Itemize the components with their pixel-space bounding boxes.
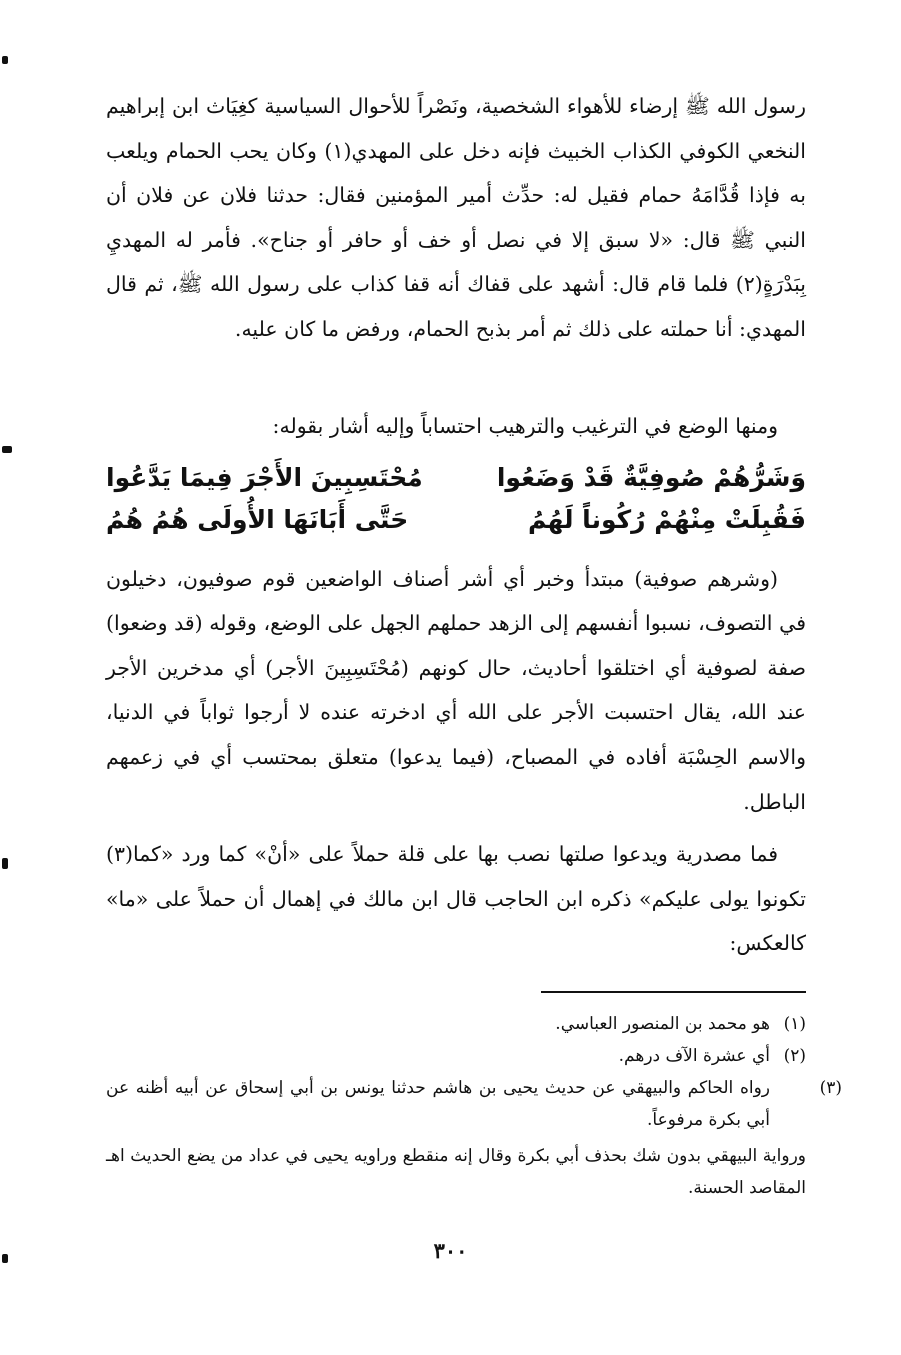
scan-mark-top <box>2 56 8 64</box>
footnote-number: (١) <box>783 1014 806 1034</box>
footnote-divider <box>541 991 806 993</box>
page-body <box>106 84 806 966</box>
scan-mark-upper <box>2 446 12 453</box>
paragraph-4: فما مصدرية ويدعوا صلتها نصب بها على قلة حملاً على «أنْ» كما ورد «كما(٣) تكونوا يولى عليكم» ذكره ابن الحاجب قال ابن مالك في إهمال أن حملاً على «ما» كالعكس: <box>106 842 806 956</box>
footnote-2 <box>106 1040 806 1072</box>
verse-hemistich-1-left: مُحْتَسِبِينَ الأَجْرَ فِيمَا يَدَّعُوا <box>106 462 423 492</box>
footnote-text: أي عشرة الآف درهم. <box>618 1046 770 1066</box>
verse-hemistich-1-right: وَشَرُّهُمْ صُوفِيَّةٌ قَدْ وَضَعُوا <box>496 462 806 492</box>
footnote-number: (٢) <box>783 1046 806 1066</box>
scan-mark-middle <box>2 858 8 869</box>
paragraph-1: رسول الله ﷺ إرضاء للأهواء الشخصية، ونَصْراً للأحوال السياسية كغِيَاث ابن إبراهيم النخعي الكوفي الكذاب الخبيث فإنه دخل على المهدي(١) وكان يحب الحمام ويلعب به فإذا قُدَّامَهُ حمام فقيل له: حدِّث أمير المؤمنين فقال: حدثنا فلان عن فلان أن النبي ﷺ قال: «لا سبق إلا في نصل أو خف أو حافر أو جناح». فأمر له المهديِ بِبَدْرَةٍ(٢) فلما قام قال: أشهد على قفاك أنه قفا كذاب على رسول الله ﷺ، ثم قال المهدي: أنا حملته على ذلك ثم أمر بذبح الحمام، ورفض ما كان عليه. <box>106 94 806 341</box>
paragraph-3: (وشرهم صوفية) مبتدأ وخبر أي أشر أصناف الواضعين قوم صوفيون، دخيلون في التصوف، نسبوا أنفسهم إلى الزهد حملهم الجهل على الوضع، وقوله (قد وضعوا) صفة لصوفية أي اختلقوا أحاديث، حال كونهم (مُحْتَسِبِينَ الأجر) أي مدخرين الأجر عند الله، يقال احتسبت الأجر على الله أي ادخرته عنده لا أرجوا ثواباً في الدنيا، والاسم الحِسْبَة أفاده في المصباح، (فيما يدعوا) متعلق بمحتسب أي في زعمهم الباطل. <box>106 566 806 814</box>
verse-hemistich-2-left: حَتَّى أَبَانَهَا الأُولَى هُمُ هُمُ <box>106 504 409 534</box>
footnotes <box>106 1008 842 1204</box>
page-number: ٣٠٠ <box>433 1238 468 1263</box>
paragraph-2: ومنها الوضع في الترغيب والترهيب احتساباً وإليه أشار بقوله: <box>272 414 778 438</box>
verse-block <box>106 457 806 541</box>
verse-hemistich-2-right: فَقُبِلَتْ مِنْهُمْ رُكُوناً لَهُمُ <box>527 504 806 534</box>
footnote-continuation: ورواية البيهقي بدون شك بحذف أبي بكرة وقال إنه منقطع وراويه يحيى في عداد من يضع الحديث اهـ المقاصد الحسنة. <box>106 1146 806 1198</box>
footnote-3 <box>106 1072 842 1136</box>
footnote-text: هو محمد بن المنصور العباسي. <box>555 1014 770 1034</box>
footnote-1 <box>106 1008 806 1040</box>
verse-line-1 <box>106 457 806 499</box>
footnote-text: رواه الحاكم والبيهقي عن حديث يحيى بن هاشم حدثنا يونس بن أبي إسحاق عن أبيه أظنه عن أبي بكرة مرفوعاً. <box>106 1078 770 1130</box>
footnote-number: (٣) <box>819 1078 842 1098</box>
verse-line-2 <box>106 499 806 541</box>
